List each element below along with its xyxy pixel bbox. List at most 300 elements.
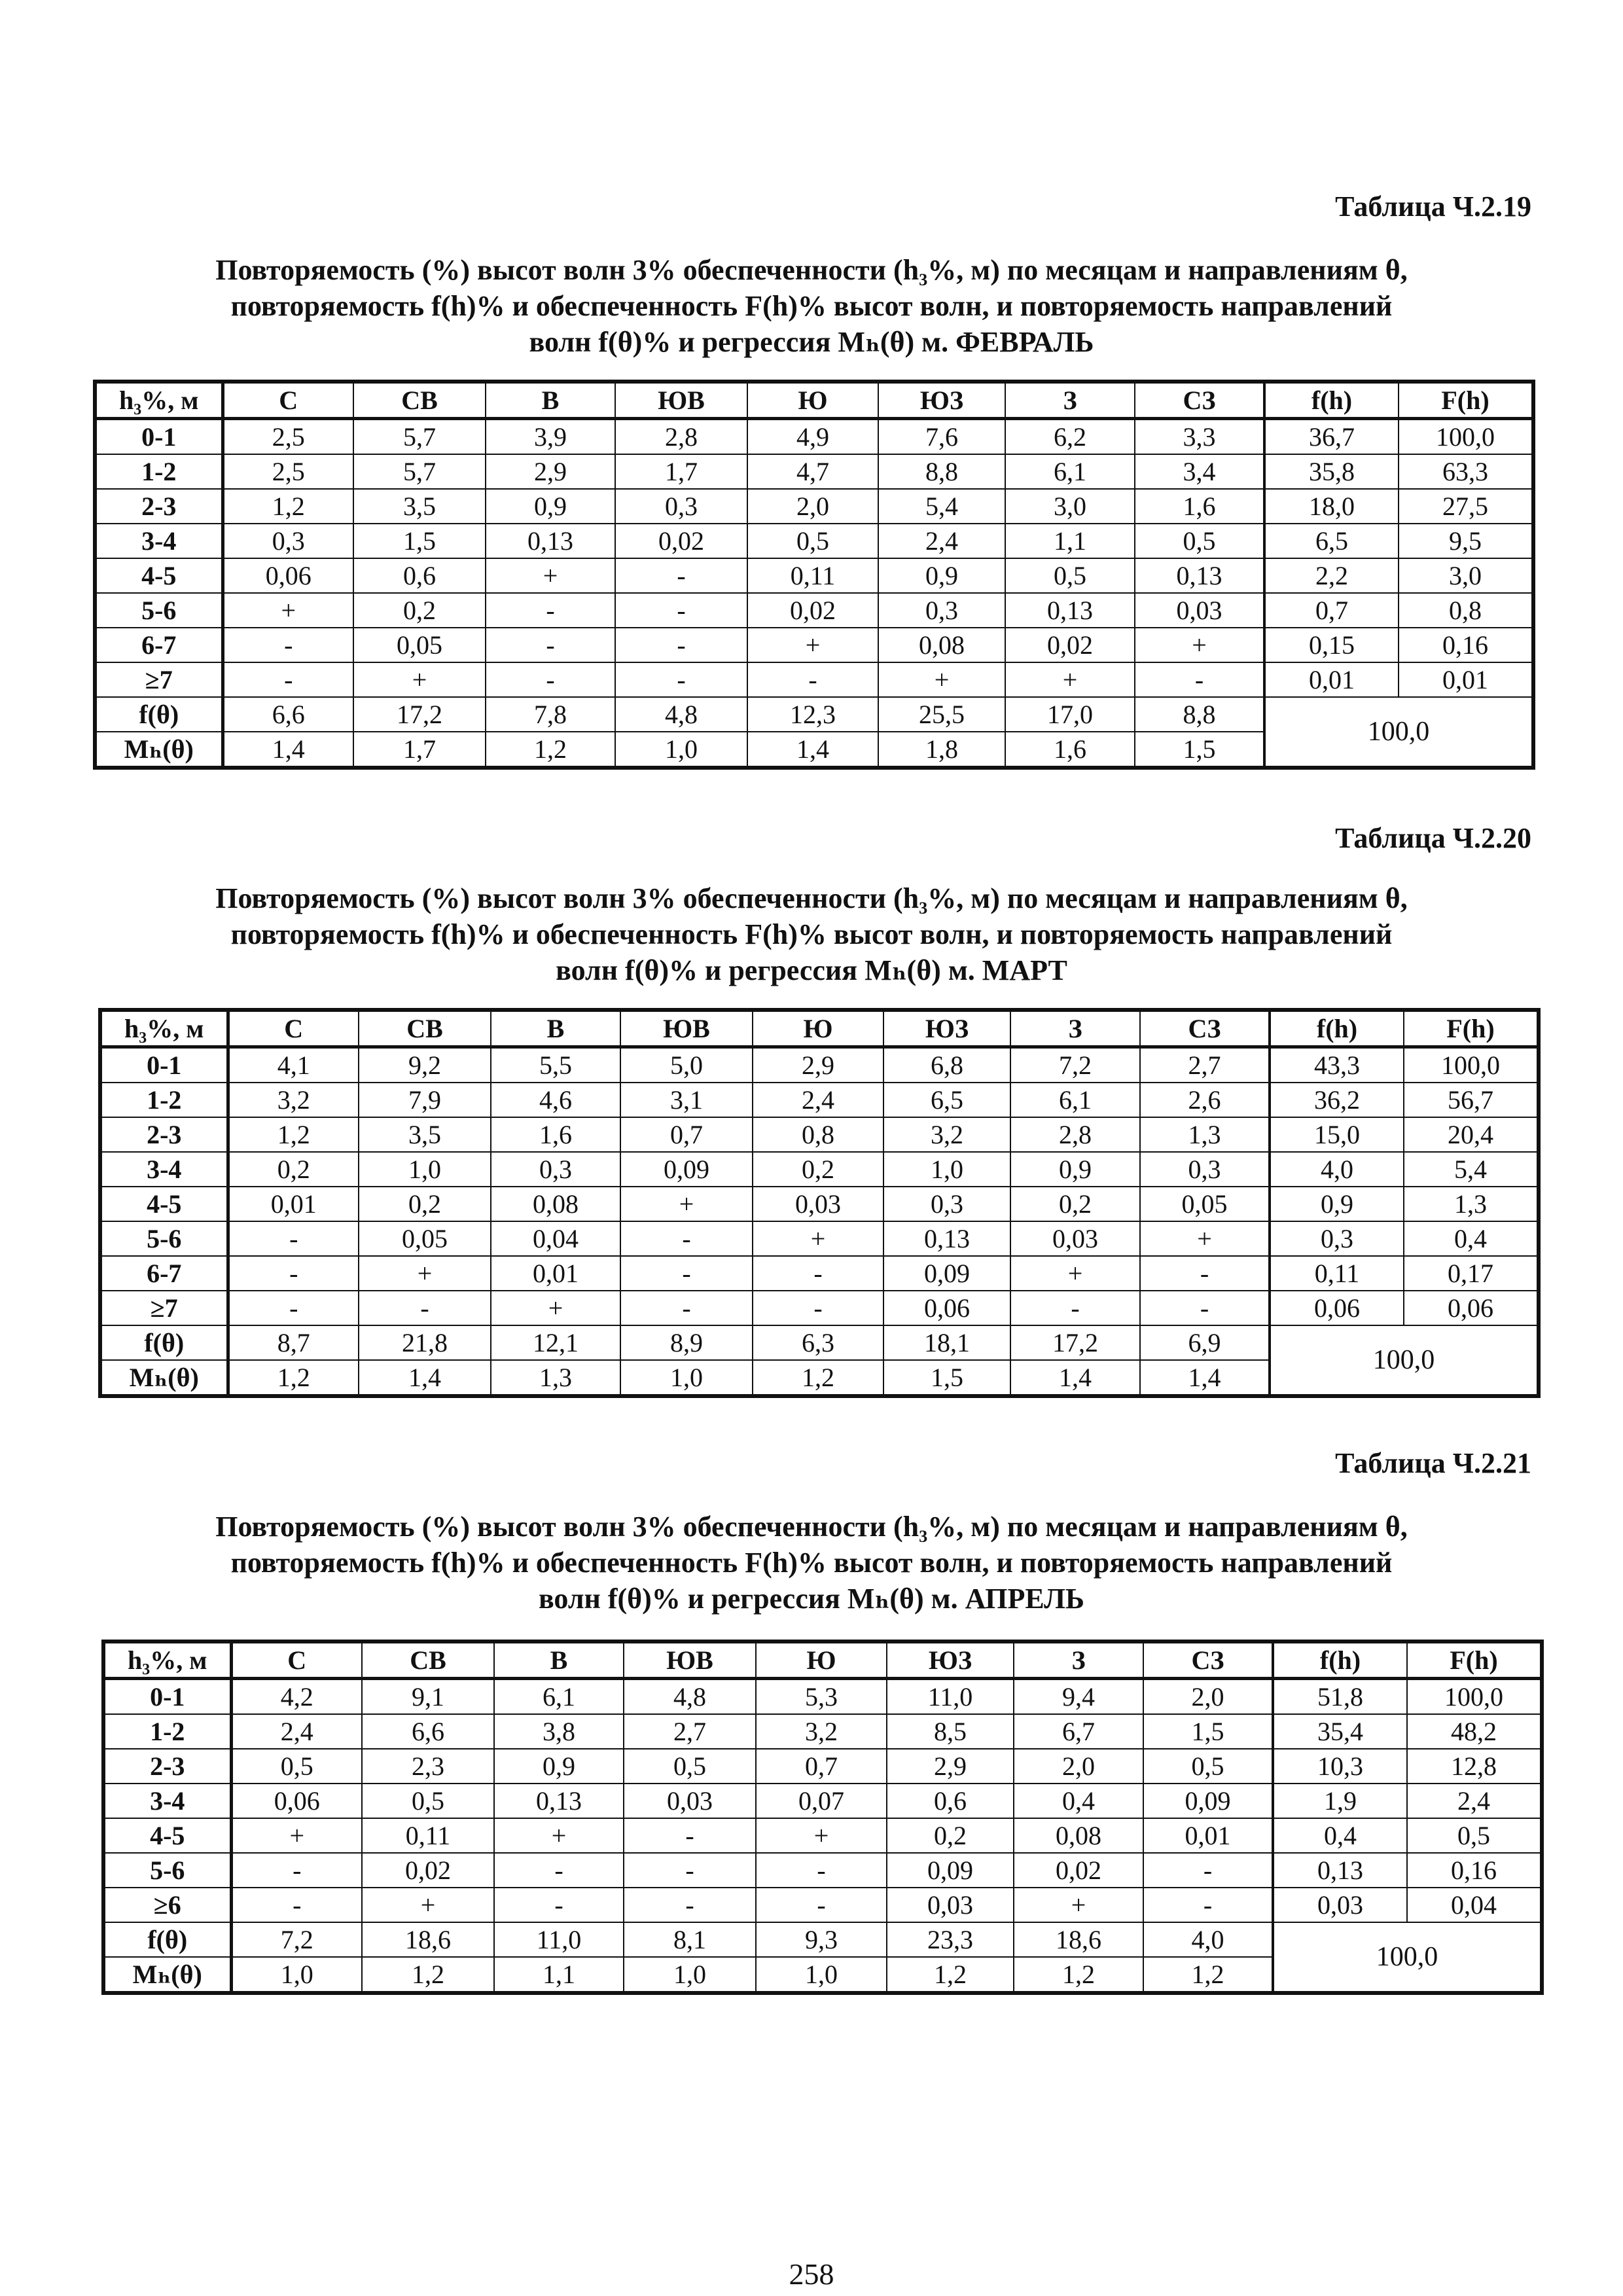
data-cell: 35,4 [1273, 1714, 1407, 1749]
data-cell: 0,05 [1140, 1187, 1270, 1221]
data-cell: 0,16 [1407, 1853, 1542, 1888]
data-cell: 0,07 [756, 1784, 887, 1818]
data-cell: 1,2 [223, 489, 353, 524]
data-cell: 1,5 [1135, 732, 1264, 768]
table-header-row [103, 1641, 1542, 1679]
data-cell: 4,8 [615, 697, 747, 732]
data-cell: 17,0 [1005, 697, 1135, 732]
data-cell: 1,1 [1005, 524, 1135, 558]
data-cell: - [228, 1256, 359, 1291]
data-cell: 0,9 [486, 489, 615, 524]
data-cell: 1,4 [1140, 1360, 1270, 1396]
data-cell: 0,2 [359, 1187, 491, 1221]
table-row [95, 524, 1533, 558]
header-cell: f(h) [1264, 382, 1399, 419]
data-cell: 6,5 [883, 1083, 1010, 1117]
header-cell: В [486, 382, 615, 419]
data-cell: 2,9 [887, 1749, 1014, 1784]
header-cell: ЮЗ [887, 1641, 1014, 1679]
data-cell: 0,13 [883, 1221, 1010, 1256]
data-cell: 4,9 [747, 419, 878, 455]
data-cell: + [359, 1256, 491, 1291]
data-cell: 0,03 [887, 1888, 1014, 1922]
data-cell: 0,05 [359, 1221, 491, 1256]
data-cell: 1,4 [359, 1360, 491, 1396]
data-cell: 3,0 [1005, 489, 1135, 524]
data-cell: 3,9 [486, 419, 615, 455]
data-cell: 18,6 [362, 1922, 494, 1957]
data-cell: 0,3 [1140, 1152, 1270, 1187]
data-cell: 0,3 [491, 1152, 620, 1187]
data-cell: + [756, 1818, 887, 1853]
data-cell: 0,5 [1005, 558, 1135, 593]
data-cell: 100,0 [1399, 419, 1533, 455]
header-cell: f(h) [1270, 1010, 1404, 1047]
row-header-cell: 2-3 [103, 1749, 231, 1784]
table-block-1 [92, 190, 1531, 223]
data-cell: 0,01 [491, 1256, 620, 1291]
caption-line: повторяемость f(h)% и обеспеченность F(h)% высот волн, и повторяемость направлений [230, 1547, 1393, 1579]
data-cell: 0,5 [1143, 1749, 1273, 1784]
data-cell: - [747, 662, 878, 697]
header-cell: З [1005, 382, 1135, 419]
data-cell: 0,03 [1273, 1888, 1407, 1922]
data-cell: 4,2 [231, 1679, 362, 1715]
data-cell: 1,4 [1010, 1360, 1140, 1396]
data-cell: 1,0 [883, 1152, 1010, 1187]
data-cell: 4,8 [624, 1679, 756, 1715]
data-cell: 27,5 [1399, 489, 1533, 524]
table-row [100, 1256, 1539, 1291]
data-cell: 0,17 [1404, 1256, 1539, 1291]
caption-line: Повторяемость (%) высот волн 3% обеспеченности (h₃%, м) по месяцам и направлениям θ, [215, 1511, 1408, 1543]
data-cell: 7,2 [231, 1922, 362, 1957]
row-header-cell: 5-6 [103, 1853, 231, 1888]
data-cell: 0,2 [753, 1152, 883, 1187]
data-cell: 7,6 [878, 419, 1005, 455]
data-cell: 0,3 [1270, 1221, 1404, 1256]
table-label: Таблица Ч.2.19 [1335, 190, 1531, 223]
table-caption-3 [92, 1509, 1531, 1617]
data-cell: 1,6 [491, 1117, 620, 1152]
data-cell: 5,3 [756, 1679, 887, 1715]
data-cell: - [753, 1256, 883, 1291]
caption-line: повторяемость f(h)% и обеспеченность F(h)% высот волн, и повторяемость направлений [230, 918, 1393, 950]
data-cell: 3,4 [1135, 454, 1264, 489]
data-cell: 1,0 [615, 732, 747, 768]
data-cell: 6,1 [494, 1679, 624, 1715]
data-cell: 12,1 [491, 1325, 620, 1360]
data-cell: - [615, 593, 747, 628]
data-cell: 0,04 [491, 1221, 620, 1256]
table-row [103, 1784, 1542, 1818]
data-cell: 5,7 [353, 454, 486, 489]
data-cell: 17,2 [353, 697, 486, 732]
data-cell: 1,2 [228, 1360, 359, 1396]
data-cell: 0,9 [494, 1749, 624, 1784]
data-cell: 0,02 [1014, 1853, 1143, 1888]
data-cell: 1,2 [1014, 1957, 1143, 1993]
data-cell: - [359, 1291, 491, 1325]
data-cell: 7,8 [486, 697, 615, 732]
data-cell: - [624, 1888, 756, 1922]
data-cell: 11,0 [494, 1922, 624, 1957]
row-header-cell: ≥6 [103, 1888, 231, 1922]
data-cell: 43,3 [1270, 1047, 1404, 1083]
table-row [95, 662, 1533, 697]
header-cell: В [491, 1010, 620, 1047]
data-cell: 2,8 [1010, 1117, 1140, 1152]
header-cell: Ю [756, 1641, 887, 1679]
row-header-cell: 3-4 [103, 1784, 231, 1818]
data-cell: 9,2 [359, 1047, 491, 1083]
data-cell: 0,15 [1264, 628, 1399, 662]
data-cell: 0,01 [228, 1187, 359, 1221]
data-cell: + [223, 593, 353, 628]
row-header-cell: ≥7 [100, 1291, 228, 1325]
data-cell: 0,2 [1010, 1187, 1140, 1221]
data-cell: - [231, 1888, 362, 1922]
data-cell: 0,05 [353, 628, 486, 662]
data-cell: 0,7 [1264, 593, 1399, 628]
data-cell: 0,5 [747, 524, 878, 558]
table-caption-2 [92, 880, 1531, 988]
data-cell: 8,5 [887, 1714, 1014, 1749]
data-cell: + [486, 558, 615, 593]
data-cell: - [615, 628, 747, 662]
data-cell: 0,9 [878, 558, 1005, 593]
data-cell: 1,2 [753, 1360, 883, 1396]
data-cell: 9,5 [1399, 524, 1533, 558]
data-cell: + [620, 1187, 753, 1221]
row-header-cell: 4-5 [95, 558, 223, 593]
data-cell: 0,06 [1404, 1291, 1539, 1325]
table-row [100, 1187, 1539, 1221]
data-cell: 0,2 [887, 1818, 1014, 1853]
data-cell: 0,08 [878, 628, 1005, 662]
data-cell: 6,2 [1005, 419, 1135, 455]
header-cell: ЮЗ [878, 382, 1005, 419]
header-h3-cell: h₃%, м [103, 1641, 231, 1679]
caption-line: волн f(θ)% и регрессия Mₕ(θ) м. ФЕВРАЛЬ [529, 326, 1094, 358]
data-cell: 1,8 [878, 732, 1005, 768]
data-cell: - [620, 1221, 753, 1256]
data-cell: - [486, 593, 615, 628]
header-h3-cell: h₃%, м [95, 382, 223, 419]
data-cell: 2,0 [1143, 1679, 1273, 1715]
header-cell: Ю [753, 1010, 883, 1047]
data-cell: 6,1 [1005, 454, 1135, 489]
table-block-3 [92, 1446, 1531, 1480]
data-cell: 0,6 [887, 1784, 1014, 1818]
data-cell: 1,2 [887, 1957, 1014, 1993]
data-cell: 0,11 [362, 1818, 494, 1853]
data-cell: 1,3 [1140, 1117, 1270, 1152]
data-cell: 0,8 [1399, 593, 1533, 628]
data-cell: - [753, 1291, 883, 1325]
data-cell: 6,5 [1264, 524, 1399, 558]
data-cell: 0,9 [1010, 1152, 1140, 1187]
data-cell: - [615, 558, 747, 593]
table-row [103, 1853, 1542, 1888]
header-cell: СВ [353, 382, 486, 419]
data-cell: + [491, 1291, 620, 1325]
table-row [95, 593, 1533, 628]
data-cell: + [231, 1818, 362, 1853]
data-cell: 23,3 [887, 1922, 1014, 1957]
data-cell: 0,6 [353, 558, 486, 593]
row-header-cell: 1-2 [100, 1083, 228, 1117]
header-cell: СЗ [1135, 382, 1264, 419]
total-cell: 100,0 [1270, 1325, 1539, 1396]
caption-line: Повторяемость (%) высот волн 3% обеспеченности (h₃%, м) по месяцам и направлениям θ, [215, 254, 1408, 286]
data-cell: 100,0 [1407, 1679, 1542, 1715]
data-cell: - [1010, 1291, 1140, 1325]
data-cell: - [231, 1853, 362, 1888]
row-header-cell: 4-5 [100, 1187, 228, 1221]
data-cell: + [1005, 662, 1135, 697]
row-header-cell: 0-1 [95, 419, 223, 455]
caption-line: повторяемость f(h)% и обеспеченность F(h)% высот волн, и повторяемость направлений [230, 290, 1393, 322]
data-cell: 0,08 [491, 1187, 620, 1221]
data-cell: + [1014, 1888, 1143, 1922]
data-cell: 0,01 [1264, 662, 1399, 697]
data-cell: 5,7 [353, 419, 486, 455]
data-cell: 0,8 [753, 1117, 883, 1152]
data-cell: 56,7 [1404, 1083, 1539, 1117]
row-header-cell: 6-7 [100, 1256, 228, 1291]
header-cell: F(h) [1399, 382, 1533, 419]
header-cell: СВ [359, 1010, 491, 1047]
data-cell: 3,8 [494, 1714, 624, 1749]
data-cell: 1,0 [359, 1152, 491, 1187]
header-cell: ЮВ [615, 382, 747, 419]
table-row [95, 628, 1533, 662]
row-header-cell: 4-5 [103, 1818, 231, 1853]
data-cell: 2,3 [362, 1749, 494, 1784]
data-cell: 5,4 [1404, 1152, 1539, 1187]
row-header-cell: f(θ) [100, 1325, 228, 1360]
row-header-cell: 3-4 [100, 1152, 228, 1187]
data-cell: 0,06 [231, 1784, 362, 1818]
data-cell: 2,8 [615, 419, 747, 455]
data-cell: 9,3 [756, 1922, 887, 1957]
row-header-cell: 5-6 [95, 593, 223, 628]
data-cell: 8,9 [620, 1325, 753, 1360]
data-cell: 0,4 [1404, 1221, 1539, 1256]
data-cell: 11,0 [887, 1679, 1014, 1715]
row-header-cell: f(θ) [95, 697, 223, 732]
header-cell: Ю [747, 382, 878, 419]
data-cell: 2,0 [1014, 1749, 1143, 1784]
f-theta-row [103, 1922, 1542, 1957]
caption-line: волн f(θ)% и регрессия Mₕ(θ) м. МАРТ [556, 954, 1067, 986]
data-cell: 6,1 [1010, 1083, 1140, 1117]
data-cell: - [624, 1818, 756, 1853]
data-cell: 1,0 [756, 1957, 887, 1993]
data-cell: 17,2 [1010, 1325, 1140, 1360]
data-cell: 1,0 [231, 1957, 362, 1993]
data-cell: 4,6 [491, 1083, 620, 1117]
data-cell: 21,8 [359, 1325, 491, 1360]
data-cell: 0,08 [1014, 1818, 1143, 1853]
header-cell: ЮВ [620, 1010, 753, 1047]
wave-table-february [93, 380, 1535, 770]
row-header-cell: 6-7 [95, 628, 223, 662]
data-cell: 8,7 [228, 1325, 359, 1360]
data-cell: - [624, 1853, 756, 1888]
data-cell: - [1140, 1256, 1270, 1291]
row-header-cell: f(θ) [103, 1922, 231, 1957]
header-cell: В [494, 1641, 624, 1679]
data-cell: 9,1 [362, 1679, 494, 1715]
data-cell: 0,2 [353, 593, 486, 628]
data-cell: 0,09 [1143, 1784, 1273, 1818]
data-cell: 4,1 [228, 1047, 359, 1083]
data-cell: 0,5 [362, 1784, 494, 1818]
data-cell: 0,01 [1399, 662, 1533, 697]
data-cell: - [494, 1888, 624, 1922]
data-cell: 18,0 [1264, 489, 1399, 524]
data-cell: 5,4 [878, 489, 1005, 524]
data-cell: 12,3 [747, 697, 878, 732]
data-cell: 0,5 [1135, 524, 1264, 558]
data-cell: 2,7 [1140, 1047, 1270, 1083]
data-cell: 0,03 [1135, 593, 1264, 628]
data-cell: 3,2 [756, 1714, 887, 1749]
data-cell: 25,5 [878, 697, 1005, 732]
data-cell: 0,01 [1143, 1818, 1273, 1853]
page-number: 258 [789, 2257, 834, 2291]
header-cell: F(h) [1404, 1010, 1539, 1047]
data-cell: 0,13 [1273, 1853, 1407, 1888]
header-cell: С [228, 1010, 359, 1047]
data-cell: 9,4 [1014, 1679, 1143, 1715]
data-cell: 0,11 [747, 558, 878, 593]
data-cell: 0,04 [1407, 1888, 1542, 1922]
data-cell: 36,2 [1270, 1083, 1404, 1117]
data-cell: 51,8 [1273, 1679, 1407, 1715]
data-cell: 2,9 [753, 1047, 883, 1083]
data-cell: 0,13 [1005, 593, 1135, 628]
data-cell: 1,4 [223, 732, 353, 768]
data-cell: 5,0 [620, 1047, 753, 1083]
data-cell: 8,8 [1135, 697, 1264, 732]
data-cell: 3,0 [1399, 558, 1533, 593]
data-cell: + [878, 662, 1005, 697]
caption-line: волн f(θ)% и регрессия Mₕ(θ) м. АПРЕЛЬ [538, 1583, 1085, 1615]
data-cell: 1,2 [486, 732, 615, 768]
data-cell: 1,1 [494, 1957, 624, 1993]
data-cell: 1,2 [362, 1957, 494, 1993]
header-cell: ЮЗ [883, 1010, 1010, 1047]
header-cell: З [1014, 1641, 1143, 1679]
row-header-cell: Mₕ(θ) [95, 732, 223, 768]
data-cell: 6,3 [753, 1325, 883, 1360]
row-header-cell: 1-2 [95, 454, 223, 489]
data-cell: - [1140, 1291, 1270, 1325]
data-cell: 0,13 [1135, 558, 1264, 593]
data-cell: 4,0 [1270, 1152, 1404, 1187]
table-row [100, 1291, 1539, 1325]
data-cell: 1,5 [353, 524, 486, 558]
data-cell: 20,4 [1404, 1117, 1539, 1152]
table-label: Таблица Ч.2.20 [1335, 822, 1531, 854]
data-cell: - [223, 662, 353, 697]
row-header-cell: Mₕ(θ) [100, 1360, 228, 1396]
data-cell: 0,06 [883, 1291, 1010, 1325]
table-row [100, 1083, 1539, 1117]
header-cell: f(h) [1273, 1641, 1407, 1679]
data-cell: - [486, 662, 615, 697]
data-cell: - [756, 1853, 887, 1888]
data-cell: 1,0 [624, 1957, 756, 1993]
data-cell: 0,06 [223, 558, 353, 593]
data-cell: 1,2 [1143, 1957, 1273, 1993]
data-cell: 12,8 [1407, 1749, 1542, 1784]
data-cell: 2,6 [1140, 1083, 1270, 1117]
data-cell: 1,0 [620, 1360, 753, 1396]
data-cell: 0,4 [1014, 1784, 1143, 1818]
table-label: Таблица Ч.2.21 [1335, 1447, 1531, 1479]
data-cell: 1,9 [1273, 1784, 1407, 1818]
header-cell: ЮВ [624, 1641, 756, 1679]
data-cell: 8,8 [878, 454, 1005, 489]
data-cell: 3,1 [620, 1083, 753, 1117]
data-cell: + [362, 1888, 494, 1922]
data-cell: 0,9 [1270, 1187, 1404, 1221]
data-cell: 1,3 [1404, 1187, 1539, 1221]
header-cell: СЗ [1140, 1010, 1270, 1047]
data-cell: 0,3 [223, 524, 353, 558]
data-cell: 4,0 [1143, 1922, 1273, 1957]
data-cell: 10,3 [1273, 1749, 1407, 1784]
header-cell: С [231, 1641, 362, 1679]
data-cell: 0,4 [1273, 1818, 1407, 1853]
data-cell: 0,02 [747, 593, 878, 628]
data-cell: 3,3 [1135, 419, 1264, 455]
data-cell: 0,03 [753, 1187, 883, 1221]
row-header-cell: 1-2 [103, 1714, 231, 1749]
data-cell: 0,02 [1005, 628, 1135, 662]
data-cell: 0,09 [883, 1256, 1010, 1291]
header-h3-cell: h₃%, м [100, 1010, 228, 1047]
data-cell: 0,03 [1010, 1221, 1140, 1256]
data-cell: - [620, 1291, 753, 1325]
table-row [95, 558, 1533, 593]
data-cell: - [228, 1291, 359, 1325]
data-cell: + [747, 628, 878, 662]
data-cell: 2,2 [1264, 558, 1399, 593]
data-cell: 0,16 [1399, 628, 1533, 662]
data-cell: - [615, 662, 747, 697]
table-header-row [95, 382, 1533, 419]
data-cell: 3,5 [353, 489, 486, 524]
table-row [100, 1152, 1539, 1187]
data-cell: 2,5 [223, 454, 353, 489]
data-cell: 6,9 [1140, 1325, 1270, 1360]
header-cell: F(h) [1407, 1641, 1542, 1679]
header-cell: СВ [362, 1641, 494, 1679]
table-row [100, 1221, 1539, 1256]
table-caption-1 [92, 252, 1531, 360]
data-cell: + [494, 1818, 624, 1853]
data-cell: + [1135, 628, 1264, 662]
data-cell: 3,5 [359, 1117, 491, 1152]
data-cell: 0,3 [883, 1187, 1010, 1221]
data-cell: 0,13 [494, 1784, 624, 1818]
data-cell: 3,2 [228, 1083, 359, 1117]
